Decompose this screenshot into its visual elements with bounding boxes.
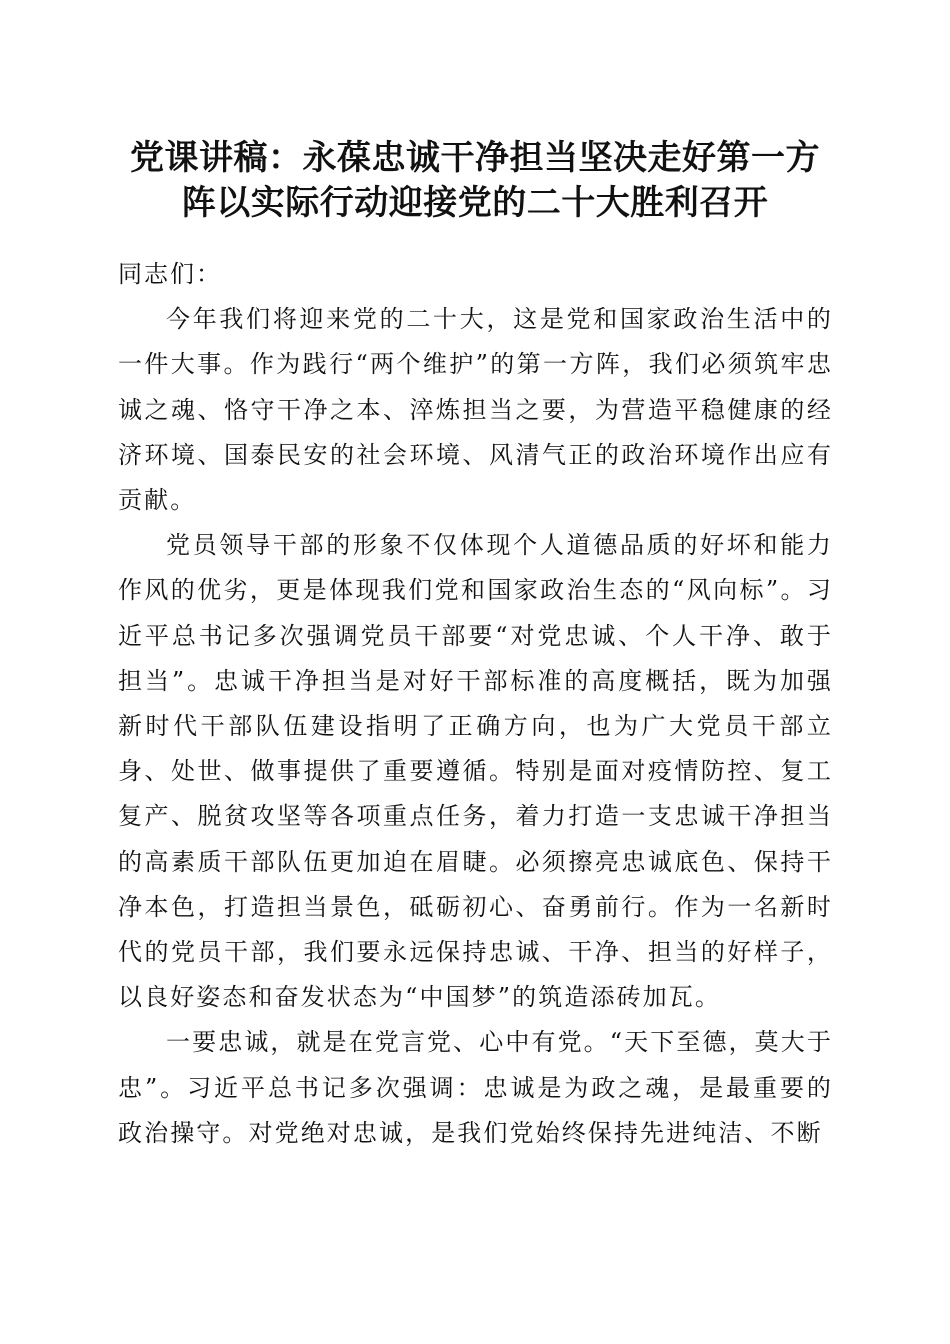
- document-body: [118, 252, 833, 1156]
- document-title: [110, 136, 840, 226]
- title-line-1: 党课讲稿：永葆忠诚干净担当坚决走好第一方: [130, 138, 820, 178]
- salutation: 同志们：: [118, 260, 222, 288]
- paragraph-3: 一要忠诚，就是在党言党、心中有党。“天下至德，莫大于忠”。习近平总书记多次强调：忠诚是为政之魂，是最重要的政治操守。对党绝对忠诚，是我们党始终保持先进纯洁、不断: [118, 1028, 833, 1147]
- paragraph-2: 党员领导干部的形象不仅体现个人道德品质的好坏和能力作风的优劣，更是体现我们党和国家政治生态的“风向标”。习近平总书记多次强调党员干部要“对党忠诚、个人干净、敢于担当”。忠诚干净担当是对好干部标准的高度概括，既为加强新时代干部队伍建设指明了正确方向，也为广大党员干部立身、处世、做事提供了重要遵循。特别是面对疫情防控、复工复产、脱贫攻坚等各项重点任务，着力打造一支忠诚干净担当的高素质干部队伍更加迫在眉睫。必须擦亮忠诚底色、保持干净本色，打造担当景色，砥砺初心、奋勇前行。作为一名新时代的党员干部，我们要永远保持忠诚、干净、担当的好样子，以良好姿态和奋发状态为“中国梦”的筑造添砖加瓦。: [118, 531, 833, 1012]
- title-line-2: 阵以实际行动迎接党的二十大胜利召开: [181, 183, 769, 223]
- paragraph-1: 今年我们将迎来党的二十大，这是党和国家政治生活中的一件大事。作为践行“两个维护”的第一方阵，我们必须筑牢忠诚之魂、恪守干净之本、淬炼担当之要，为营造平稳健康的经济环境、国泰民安的社会环境、风清气正的政治环境作出应有贡献。: [118, 305, 833, 515]
